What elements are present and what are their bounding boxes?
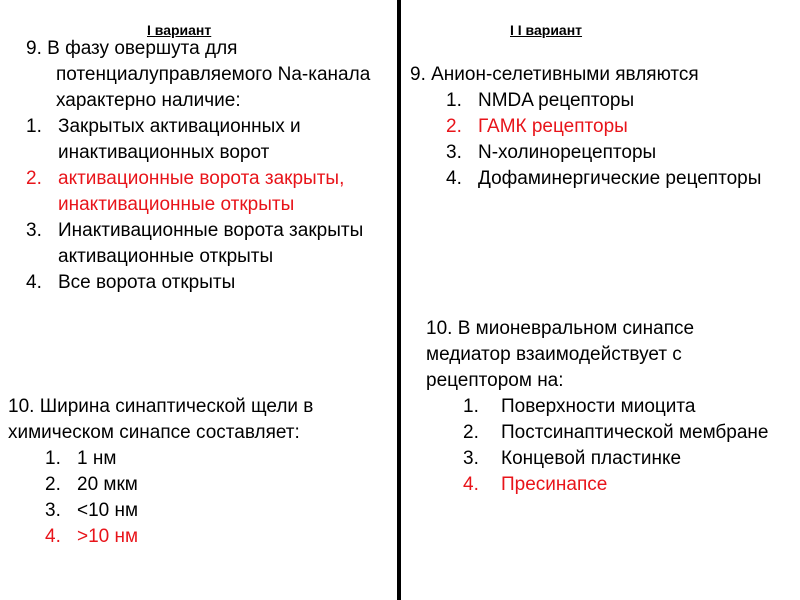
option-text: Закрытых активационных и инактивационных ворот bbox=[58, 116, 301, 163]
option-number: 3. bbox=[463, 448, 479, 469]
answer-option-3 bbox=[463, 446, 776, 472]
variant-2-question-9 bbox=[410, 62, 780, 192]
question-text: 10. В мионевральном синапсе медиатор взаимодействует с рецептором на: bbox=[426, 318, 695, 391]
option-number: 1. bbox=[26, 116, 42, 137]
option-number: 3. bbox=[446, 142, 462, 163]
option-text: ГАМК рецепторы bbox=[478, 116, 628, 137]
question-text: 9. В фазу овершута для потенциалуправляемого Na-канала характерно наличие: bbox=[26, 38, 371, 111]
answer-option-2 bbox=[26, 166, 371, 218]
answer-option-4 bbox=[463, 472, 776, 498]
answer-list bbox=[8, 446, 383, 550]
option-text: Пресинапсе bbox=[501, 474, 608, 495]
answer-option-4 bbox=[446, 166, 780, 192]
variant-1-question-10 bbox=[8, 394, 383, 550]
option-text: Концевой пластинке bbox=[501, 448, 682, 469]
variant-2-question-10 bbox=[426, 316, 776, 498]
answer-option-2 bbox=[446, 114, 780, 140]
question-text: 10. Ширина синаптической щели в химическом синапсе составляет: bbox=[8, 396, 314, 443]
answer-option-3 bbox=[26, 218, 371, 270]
answer-option-3 bbox=[446, 140, 780, 166]
option-number: 4. bbox=[26, 272, 42, 293]
option-number: 2. bbox=[446, 116, 462, 137]
option-number: 3. bbox=[45, 500, 61, 521]
answer-option-1 bbox=[45, 446, 383, 472]
option-number: 4. bbox=[45, 526, 61, 547]
option-text: N-холинорецепторы bbox=[478, 142, 657, 163]
option-text: Постсинаптической мембране bbox=[501, 422, 769, 443]
column-divider bbox=[397, 0, 401, 600]
answer-list bbox=[26, 114, 371, 296]
answer-option-4 bbox=[26, 270, 371, 296]
option-number: 2. bbox=[463, 422, 479, 443]
option-number: 3. bbox=[26, 220, 42, 241]
option-number: 2. bbox=[26, 168, 42, 189]
variant-2-header: I I вариант bbox=[510, 22, 583, 38]
option-text: >10 нм bbox=[77, 526, 139, 547]
answer-option-2 bbox=[45, 472, 383, 498]
option-text: Инактивационные ворота закрыты активационные открыты bbox=[58, 220, 364, 267]
option-text: <10 нм bbox=[77, 500, 139, 521]
question-text: 9. Анион-селетивными являются bbox=[410, 64, 699, 85]
option-text: 1 нм bbox=[77, 448, 117, 469]
answer-option-4 bbox=[45, 524, 383, 550]
variant-1-question-9 bbox=[26, 36, 371, 296]
option-number: 2. bbox=[45, 474, 61, 495]
answer-option-2 bbox=[463, 420, 776, 446]
option-text: 20 мкм bbox=[77, 474, 138, 495]
option-number: 1. bbox=[463, 396, 479, 417]
answer-option-1 bbox=[446, 88, 780, 114]
option-number: 4. bbox=[446, 168, 462, 189]
answer-option-3 bbox=[45, 498, 383, 524]
answer-option-1 bbox=[463, 394, 776, 420]
option-text: активационные ворота закрыты, инактивационные открыты bbox=[58, 168, 345, 215]
option-number: 1. bbox=[446, 90, 462, 111]
answer-list bbox=[410, 88, 780, 192]
option-text: Поверхности миоцита bbox=[501, 396, 696, 417]
option-number: 1. bbox=[45, 448, 61, 469]
option-text: NMDA рецепторы bbox=[478, 90, 635, 111]
answer-option-1 bbox=[26, 114, 371, 166]
option-text: Все ворота открыты bbox=[58, 272, 236, 293]
variant-1-header: I вариант bbox=[147, 22, 212, 38]
option-text: Дофаминергические рецепторы bbox=[478, 168, 762, 189]
answer-list bbox=[426, 394, 776, 498]
option-number: 4. bbox=[463, 474, 479, 495]
